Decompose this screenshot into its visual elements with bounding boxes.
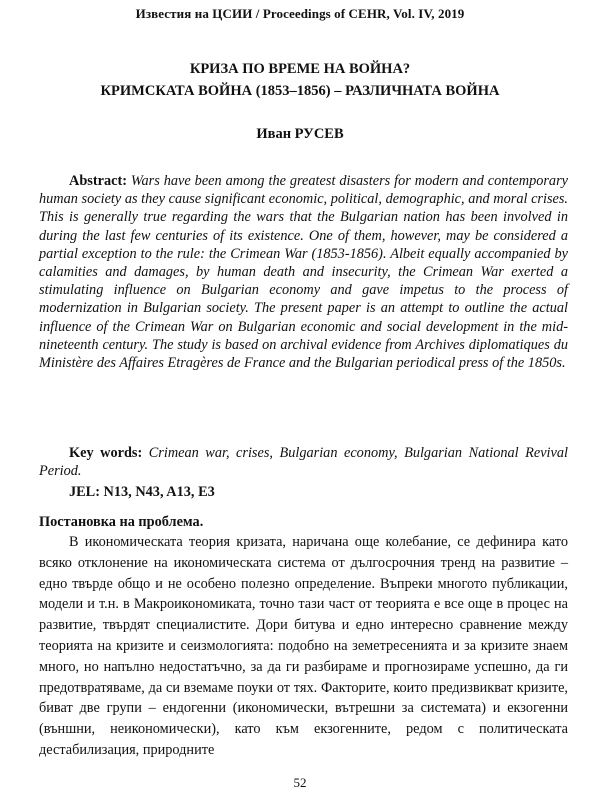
article-title [40, 58, 560, 102]
keywords-paragraph [39, 444, 568, 480]
running-head: Известия на ЦСИИ / Proceedings of CEHR, Vol. IV, 2019 [135, 6, 465, 21]
keywords-text: Crimean war, crises, Bulgarian economy, Bulgarian National Revival Period. [39, 445, 568, 480]
abstract-text: Wars have been among the greatest disasters for modern and contemporary human society as they cause significant economic, political, demographic, and moral crises. This is generally true regarding the wars that the Bulgarian nation has been involved in during the last few centuries of its existence. One of them, however, may be considered a partial exception to the rule: the Crimean War (1853-1856). Albeit equally accompanied by calamities and damages, by human death and insecurity, the Crimean War exerted a stimulating influence on Bulgarian economy and gave impetus to the process of modernization in Bulgarian society. The present paper is an attempt to outline the actual influence of the Crimean War on Bulgarian economic and social development in the mid-nineteenth century. The study is based on archival evidence from Archives diplomatiques du Ministère des Affaires Etragères de France and the Bulgarian periodical press of the 1850s. [39, 173, 568, 372]
page-number: 52 [293, 775, 307, 790]
article-title-line-2: КРИМСКАТА ВОЙНА (1853–1856) – РАЗЛИЧНАТА ВОЙНА [100, 83, 500, 99]
abstract-paragraph [39, 172, 568, 372]
section-heading: Постановка на проблема. [39, 514, 204, 530]
article-title-line-1: КРИЗА ПО ВРЕМЕ НА ВОЙНА? [189, 61, 411, 77]
jel-codes: JEL: N13, N43, A13, E3 [69, 484, 215, 500]
keywords-label: Key words: [69, 445, 143, 461]
abstract-label: Abstract: [69, 173, 127, 189]
article-author: Иван РУСЕВ [256, 126, 344, 142]
body-paragraph: В икономическата теория кризата, наричана още колебание, се дефинира като всяко отклонение на икономическата система от дългосрочния тренд на развитие – едно твърде общо и не особено полезно определение. Въпреки многото публикации, модели и т.н. в Макроикономиката, точно тази част от теорията е все още в процес на развитие, твърдят специалистите. Дори битува и едно интересно сравнение между теорията на кризите и сеизмологията: подобно на земетресенията и за кризите знаем много, но напълно недостатъчно, за да ги разбираме и прогнозираме успешно, да ги предотвратяваме, да си вземаме поуки от тях. Факторите, които предизвикват кризите, биват две групи – ендогенни (икономически, вътрешни за системата) и екзогенни (външни, неикономически), като към екзогенните, редом с политическата дестабилизация, природните [39, 534, 568, 758]
